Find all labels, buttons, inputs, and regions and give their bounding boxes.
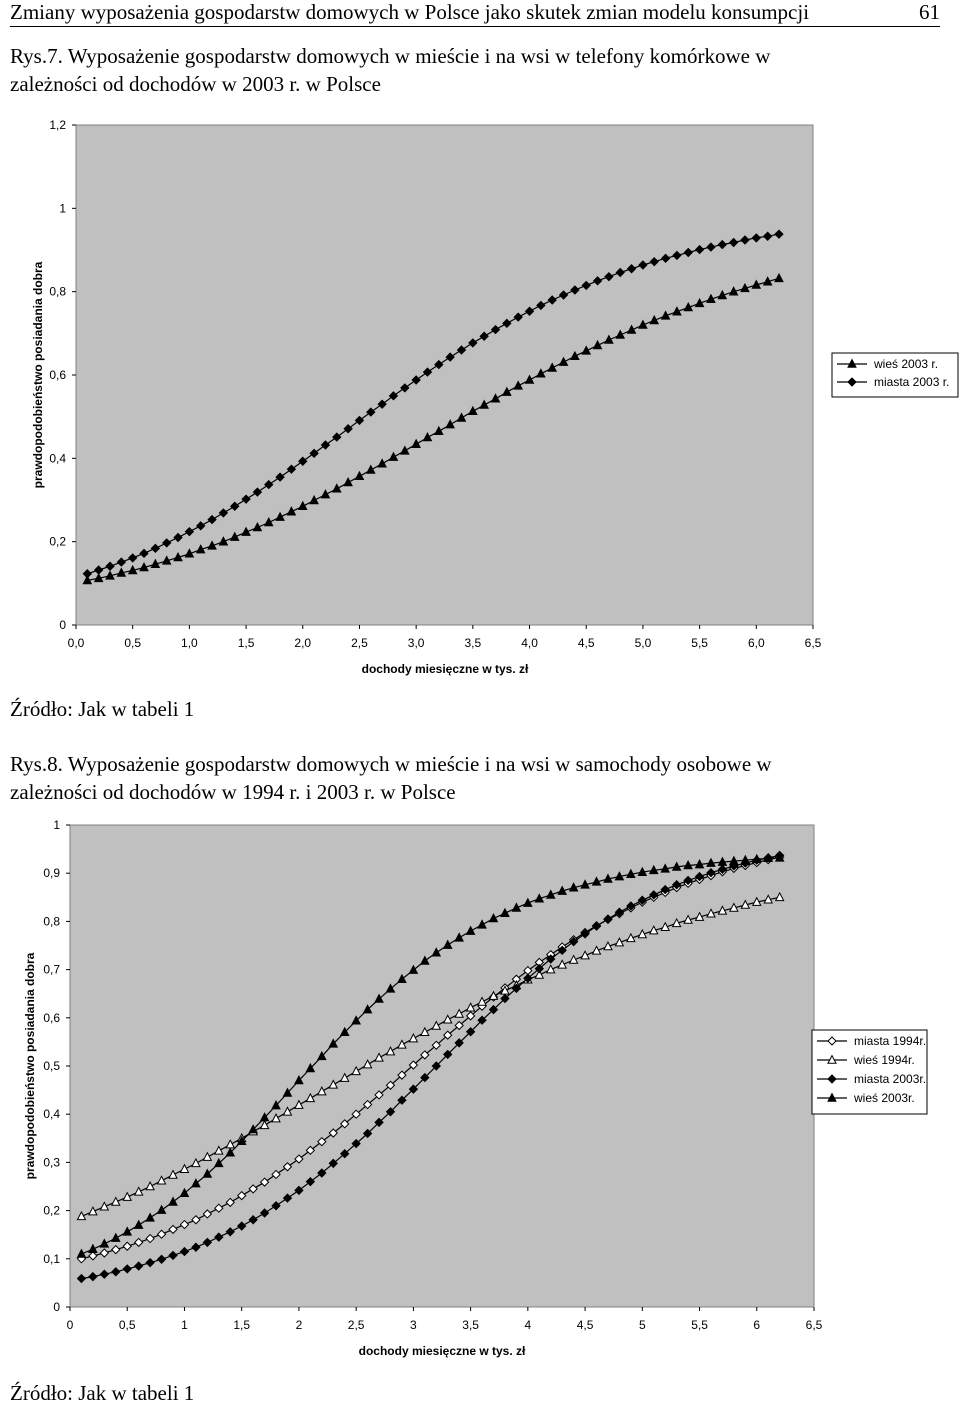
- figure7-caption-line2: zależności od dochodów w 2003 r. w Polsce: [10, 72, 381, 96]
- x-tick-label: 5: [638, 1318, 646, 1332]
- y-tick-label: 1: [59, 201, 66, 216]
- x-tick-label: 1,5: [233, 1318, 251, 1332]
- page-number: 61: [919, 0, 940, 24]
- y-axis-title: prawdopodobieństwo posiadania dobra: [23, 952, 37, 1180]
- legend: [812, 1030, 927, 1114]
- x-tick-label: 4,0: [521, 636, 538, 650]
- y-tick-label: 0,5: [43, 1059, 60, 1073]
- x-tick-label: 2,5: [351, 636, 368, 650]
- legend-label: miasta 2003r.: [854, 1072, 927, 1086]
- plot-area: [76, 125, 813, 625]
- x-tick-label: 0: [66, 1318, 74, 1332]
- x-tick-label: 1,0: [181, 636, 198, 650]
- x-tick-label: 1: [181, 1318, 188, 1332]
- figure8-caption: [10, 750, 945, 806]
- figure8-caption-line1: Rys.8. Wyposażenie gospodarstw domowych w mieście i na wsi w samochody osobowe w: [10, 752, 772, 776]
- x-tick-label: 3,5: [462, 1318, 479, 1332]
- x-tick-label: 6,5: [805, 1318, 823, 1332]
- x-axis-title: dochody miesięczne w tys. zł: [358, 1344, 526, 1358]
- header-title: Zmiany wyposażenia gospodarstw domowych w Polsce jako skutek zmian modelu konsumpcji: [10, 0, 810, 24]
- x-tick-label: 3: [410, 1318, 417, 1332]
- x-axis-title: dochody miesięczne w tys. zł: [361, 662, 529, 676]
- y-tick-label: 0,8: [43, 914, 60, 929]
- y-tick-label: 1: [53, 818, 60, 832]
- y-tick-label: 0: [53, 1300, 60, 1314]
- y-tick-label: 0,6: [49, 368, 66, 382]
- legend-label: miasta 1994r.: [854, 1034, 927, 1048]
- x-tick-label: 3,5: [464, 636, 482, 650]
- x-tick-label: 5,0: [634, 636, 652, 650]
- y-axis-title: prawdopodobieństwo posiadania dobra: [31, 261, 45, 489]
- y-tick-label: 1,2: [49, 118, 66, 132]
- y-tick-label: 0,7: [43, 962, 60, 977]
- legend: [832, 353, 958, 397]
- chart-cars: [0, 810, 960, 1370]
- x-tick-label: 1,5: [237, 636, 255, 650]
- x-tick-label: 4,5: [577, 636, 595, 650]
- x-tick-label: 0,5: [124, 636, 142, 650]
- chart-phones: [0, 110, 960, 676]
- legend-label: wieś 2003r.: [854, 1091, 915, 1105]
- y-tick-label: 0,1: [43, 1251, 60, 1266]
- y-tick-label: 0,2: [49, 534, 66, 549]
- legend-label: miasta 2003 r.: [874, 375, 950, 389]
- x-tick-label: 2,0: [294, 636, 312, 650]
- figure7-caption-line1: Rys.7. Wyposażenie gospodarstw domowych w mieście i na wsi w telefony komórkowe w: [10, 44, 771, 68]
- x-tick-label: 6,5: [804, 636, 822, 650]
- x-tick-label: 0,5: [118, 1318, 136, 1332]
- y-tick-label: 0,3: [43, 1155, 60, 1170]
- x-tick-label: 4,5: [576, 1318, 594, 1332]
- x-tick-label: 5,5: [691, 636, 708, 650]
- x-tick-label: 6: [753, 1318, 761, 1332]
- figure7-source: Źródło: Jak w tabeli 1: [10, 697, 195, 721]
- figure7-caption: [10, 42, 945, 98]
- page-header: [10, 0, 940, 27]
- x-tick-label: 2,5: [347, 1318, 365, 1332]
- legend-label: wieś 2003 r.: [874, 357, 939, 371]
- x-tick-label: 6,0: [747, 636, 765, 650]
- plot-area: [70, 825, 814, 1307]
- legend-label: wieś 1994r.: [854, 1053, 915, 1067]
- y-tick-label: 0,6: [43, 1010, 60, 1025]
- y-tick-label: 0: [59, 618, 66, 632]
- y-tick-label: 0,2: [43, 1203, 60, 1218]
- y-tick-label: 0,9: [43, 866, 60, 881]
- x-tick-label: 3,0: [407, 636, 425, 650]
- x-tick-label: 2: [295, 1318, 303, 1332]
- x-tick-label: 0,0: [67, 636, 85, 650]
- y-tick-label: 0,8: [49, 284, 66, 299]
- figure8-caption-line2: zależności od dochodów w 1994 r. i 2003 r. w Polsce: [10, 780, 456, 804]
- y-tick-label: 0,4: [43, 1107, 60, 1122]
- figure8-source: Źródło: Jak w tabeli 1: [10, 1381, 195, 1405]
- x-tick-label: 5,5: [691, 1318, 708, 1332]
- x-tick-label: 4: [524, 1318, 532, 1332]
- y-tick-label: 0,4: [49, 451, 66, 466]
